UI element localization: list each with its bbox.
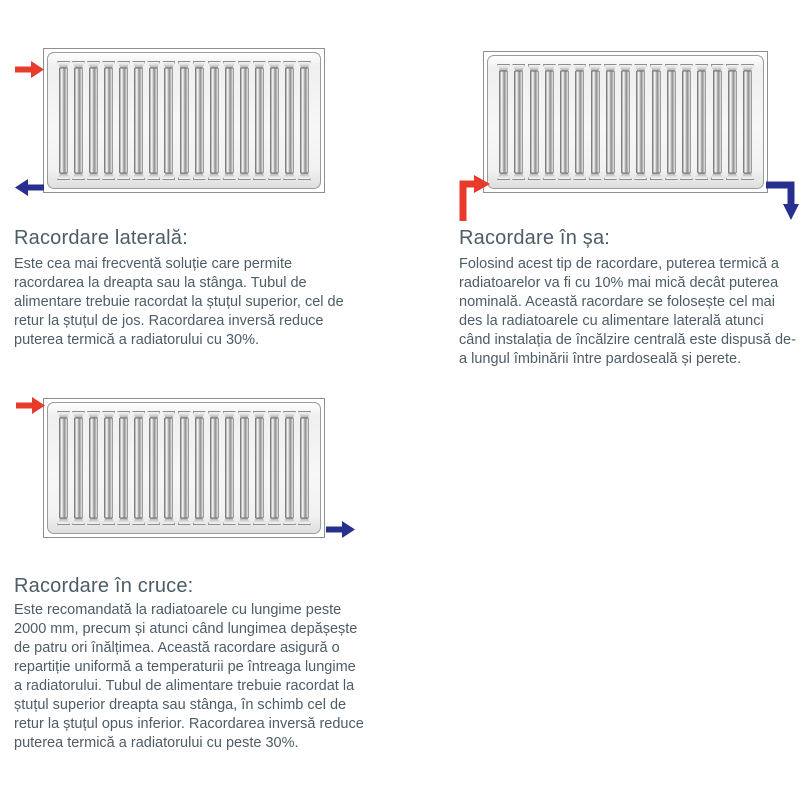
section-heading-lateral: Racordare laterală: — [14, 227, 188, 249]
slat-body — [743, 71, 752, 173]
slat-body — [270, 68, 279, 173]
slat-body — [285, 418, 294, 518]
radiator-slat — [634, 64, 647, 180]
slat-body — [104, 418, 113, 518]
slat-cap — [238, 411, 251, 418]
slat-cap — [619, 173, 632, 180]
slat-cap — [512, 64, 525, 71]
slat-cap — [543, 173, 556, 180]
slat-cap — [558, 173, 571, 180]
slat-cap — [695, 64, 708, 71]
radiator-slat — [665, 64, 678, 180]
slat-cap — [117, 411, 130, 418]
slat-cap — [726, 173, 739, 180]
supply-arrow-icon — [16, 397, 45, 414]
slat-cap — [298, 173, 311, 180]
slat-body — [575, 71, 584, 173]
slat-body — [514, 71, 523, 173]
slat-cap — [238, 518, 251, 525]
slat-body — [164, 68, 173, 173]
radiator-slat — [178, 61, 191, 180]
slat-cap — [57, 518, 70, 525]
slat-cap — [283, 411, 296, 418]
slat-cap — [193, 173, 206, 180]
slat-cap — [178, 518, 191, 525]
slat-cap — [57, 61, 70, 68]
slat-cap — [102, 518, 115, 525]
slat-body — [134, 418, 143, 518]
radiator-slat — [102, 411, 115, 525]
radiator-slat — [528, 64, 541, 180]
slat-cap — [268, 518, 281, 525]
radiator-slat — [208, 411, 221, 525]
slat-body — [300, 418, 309, 518]
slat-body — [255, 68, 264, 173]
return-arrow-icon — [326, 521, 355, 538]
slat-cap — [162, 173, 175, 180]
slat-cap — [298, 411, 311, 418]
slat-cap — [117, 518, 130, 525]
slat-cap — [87, 411, 100, 418]
radiator-slat — [238, 411, 251, 525]
slat-cap — [117, 61, 130, 68]
slat-cap — [57, 173, 70, 180]
supply-arrow-icon — [459, 173, 491, 221]
radiator-slat — [619, 64, 632, 180]
slat-cap — [589, 64, 602, 71]
radiator-slat — [741, 64, 754, 180]
slat-cap — [268, 61, 281, 68]
slat-body — [225, 418, 234, 518]
return-arrow-icon — [15, 179, 44, 196]
slat-cap — [132, 518, 145, 525]
slat-body — [728, 71, 737, 173]
slat-cap — [695, 173, 708, 180]
slat-body — [149, 418, 158, 518]
slat-body — [89, 68, 98, 173]
slat-cap — [634, 64, 647, 71]
slat-cap — [147, 518, 160, 525]
slat-cap — [268, 411, 281, 418]
radiator-slat — [72, 61, 85, 180]
slat-cap — [208, 61, 221, 68]
radiator-slats — [57, 61, 311, 180]
section-description-lateral: Este cea mai frecventă soluție care permite racordarea la dreapta sau la stânga. Tubul de alimentare trebuie racordat la ștuțul superior, cel de retur la ștuțul de jos. Racordarea inversă reduce puterea termică a radiatorului cu 30%. — [14, 256, 344, 348]
slat-cap — [497, 173, 510, 180]
slat-cap — [117, 173, 130, 180]
slat-body — [255, 418, 264, 518]
slat-cap — [162, 61, 175, 68]
slat-body — [240, 418, 249, 518]
slat-cap — [604, 173, 617, 180]
slat-cap — [193, 518, 206, 525]
section-description-cross: Este recomandată la radiatoarele cu lungime peste 2000 mm, precum și atunci când lungimea depășește de patru ori înălțimea. Această racordare asigură o repartiție uniformă a temperaturii pe întreaga lungime a radiatorului. Tubul de alimentare trebuie racordat la ștuțul superior dreapta sau stânga, în schimb cel de retur la ștuțul opus inferior. Racordarea inversă reduce puterea termică a radiatorului cu peste 30%. — [14, 602, 364, 751]
slat-cap — [298, 518, 311, 525]
slat-cap — [193, 61, 206, 68]
slat-body — [180, 68, 189, 173]
radiator-slat — [57, 61, 70, 180]
slat-cap — [162, 518, 175, 525]
radiator-slats — [497, 64, 754, 180]
slat-cap — [147, 173, 160, 180]
slat-cap — [102, 173, 115, 180]
radiator-diagram-saddle — [483, 51, 768, 193]
radiator-slat — [193, 61, 206, 180]
radiator-slat — [604, 64, 617, 180]
slat-body — [195, 68, 204, 173]
slat-cap — [253, 411, 266, 418]
radiator-slat — [283, 411, 296, 525]
slat-cap — [132, 411, 145, 418]
slat-body — [180, 418, 189, 518]
radiator-slat — [57, 411, 70, 525]
slat-body — [560, 71, 569, 173]
slat-cap — [573, 173, 586, 180]
radiator-slat — [711, 64, 724, 180]
slat-cap — [72, 518, 85, 525]
slat-cap — [726, 64, 739, 71]
slat-cap — [178, 61, 191, 68]
slat-cap — [711, 173, 724, 180]
radiator-slat — [253, 61, 266, 180]
supply-arrow-icon — [15, 61, 44, 78]
radiator-slat — [132, 411, 145, 525]
slat-cap — [57, 411, 70, 418]
radiator-slat — [298, 411, 311, 525]
slat-cap — [193, 411, 206, 418]
radiator-slat — [162, 411, 175, 525]
slat-cap — [208, 173, 221, 180]
radiator-slat — [497, 64, 510, 180]
slat-cap — [558, 64, 571, 71]
slat-body — [713, 71, 722, 173]
radiator-slat — [558, 64, 571, 180]
radiator-slat — [178, 411, 191, 525]
slat-cap — [238, 61, 251, 68]
slat-cap — [87, 61, 100, 68]
slat-body — [164, 418, 173, 518]
slat-body — [652, 71, 661, 173]
slat-body — [59, 68, 68, 173]
slat-body — [210, 418, 219, 518]
slat-cap — [132, 173, 145, 180]
slat-cap — [223, 411, 236, 418]
slat-cap — [741, 173, 754, 180]
slat-cap — [283, 173, 296, 180]
slat-body — [195, 418, 204, 518]
slat-cap — [132, 61, 145, 68]
radiator-slat — [102, 61, 115, 180]
radiator-slat — [87, 411, 100, 525]
slat-cap — [680, 173, 693, 180]
slat-body — [636, 71, 645, 173]
slat-cap — [72, 61, 85, 68]
slat-cap — [634, 173, 647, 180]
radiator-panel — [47, 52, 321, 189]
slat-cap — [711, 64, 724, 71]
slat-cap — [253, 61, 266, 68]
slat-cap — [650, 173, 663, 180]
radiator-slat — [726, 64, 739, 180]
slat-body — [225, 68, 234, 173]
slat-cap — [619, 64, 632, 71]
slat-cap — [650, 64, 663, 71]
slat-body — [270, 418, 279, 518]
radiator-slat — [543, 64, 556, 180]
radiator-slat — [298, 61, 311, 180]
slat-cap — [528, 173, 541, 180]
radiator-slat — [223, 411, 236, 525]
radiator-slat — [162, 61, 175, 180]
radiator-slat — [695, 64, 708, 180]
slat-cap — [72, 173, 85, 180]
radiator-slat — [589, 64, 602, 180]
slat-body — [621, 71, 630, 173]
slat-body — [591, 71, 600, 173]
slat-body — [300, 68, 309, 173]
radiator-slat — [512, 64, 525, 180]
slat-body — [285, 68, 294, 173]
slat-body — [134, 68, 143, 173]
slat-body — [104, 68, 113, 173]
slat-body — [89, 418, 98, 518]
slat-cap — [223, 61, 236, 68]
slat-body — [149, 68, 158, 173]
return-arrow-icon — [766, 179, 800, 223]
slat-body — [74, 418, 83, 518]
radiator-panel — [487, 55, 764, 189]
slat-cap — [238, 173, 251, 180]
slat-cap — [102, 411, 115, 418]
radiator-slat — [268, 61, 281, 180]
radiator-slat — [72, 411, 85, 525]
radiator-slat — [147, 411, 160, 525]
slat-cap — [87, 173, 100, 180]
radiator-slats — [57, 411, 311, 525]
radiator-slat — [87, 61, 100, 180]
slat-body — [545, 71, 554, 173]
radiator-diagram-lateral — [43, 48, 325, 193]
slat-cap — [298, 61, 311, 68]
radiator-slat — [147, 61, 160, 180]
slat-cap — [253, 173, 266, 180]
radiator-slat — [680, 64, 693, 180]
slat-cap — [147, 411, 160, 418]
radiator-slat — [238, 61, 251, 180]
slat-cap — [573, 64, 586, 71]
radiator-slat — [117, 61, 130, 180]
slat-cap — [741, 64, 754, 71]
radiator-slat — [253, 411, 266, 525]
slat-body — [240, 68, 249, 173]
slat-cap — [162, 411, 175, 418]
radiator-slat — [208, 61, 221, 180]
slat-cap — [665, 173, 678, 180]
section-description-saddle: Folosind acest tip de racordare, puterea termică a radiatoarelor va fi cu 10% mai mică decât puterea nominală. Această racordare se folosește cel mai des la radiatoarele cu alimentare laterală atunci când instalația de încălzire centrală este dispusă de-a lungul îmbinării între pardoseală și perete. — [459, 256, 796, 367]
slat-cap — [268, 173, 281, 180]
slat-body — [606, 71, 615, 173]
slat-cap — [208, 411, 221, 418]
slat-cap — [102, 61, 115, 68]
slat-cap — [497, 64, 510, 71]
radiator-slat — [573, 64, 586, 180]
section-heading-cross: Racordare în cruce: — [14, 575, 194, 597]
slat-body — [697, 71, 706, 173]
radiator-slat — [268, 411, 281, 525]
slat-cap — [72, 411, 85, 418]
slat-body — [119, 68, 128, 173]
slat-body — [74, 68, 83, 173]
slat-cap — [178, 411, 191, 418]
slat-cap — [283, 61, 296, 68]
slat-cap — [253, 518, 266, 525]
slat-cap — [604, 64, 617, 71]
radiator-slat — [193, 411, 206, 525]
radiator-slat — [117, 411, 130, 525]
radiator-slat — [283, 61, 296, 180]
radiator-slat — [132, 61, 145, 180]
slat-cap — [87, 518, 100, 525]
slat-cap — [178, 173, 191, 180]
slat-cap — [665, 64, 678, 71]
slat-body — [682, 71, 691, 173]
section-heading-saddle: Racordare în șa: — [459, 227, 611, 249]
slat-cap — [223, 173, 236, 180]
slat-body — [59, 418, 68, 518]
slat-body — [210, 68, 219, 173]
slat-body — [530, 71, 539, 173]
slat-cap — [528, 64, 541, 71]
slat-cap — [680, 64, 693, 71]
radiator-diagram-cross — [43, 398, 325, 538]
slat-body — [667, 71, 676, 173]
slat-body — [499, 71, 508, 173]
radiator-slat — [223, 61, 236, 180]
slat-body — [119, 418, 128, 518]
slat-cap — [589, 173, 602, 180]
slat-cap — [208, 518, 221, 525]
radiator-panel — [47, 402, 321, 534]
radiator-slat — [650, 64, 663, 180]
slat-cap — [147, 61, 160, 68]
slat-cap — [543, 64, 556, 71]
slat-cap — [283, 518, 296, 525]
slat-cap — [223, 518, 236, 525]
slat-cap — [512, 173, 525, 180]
